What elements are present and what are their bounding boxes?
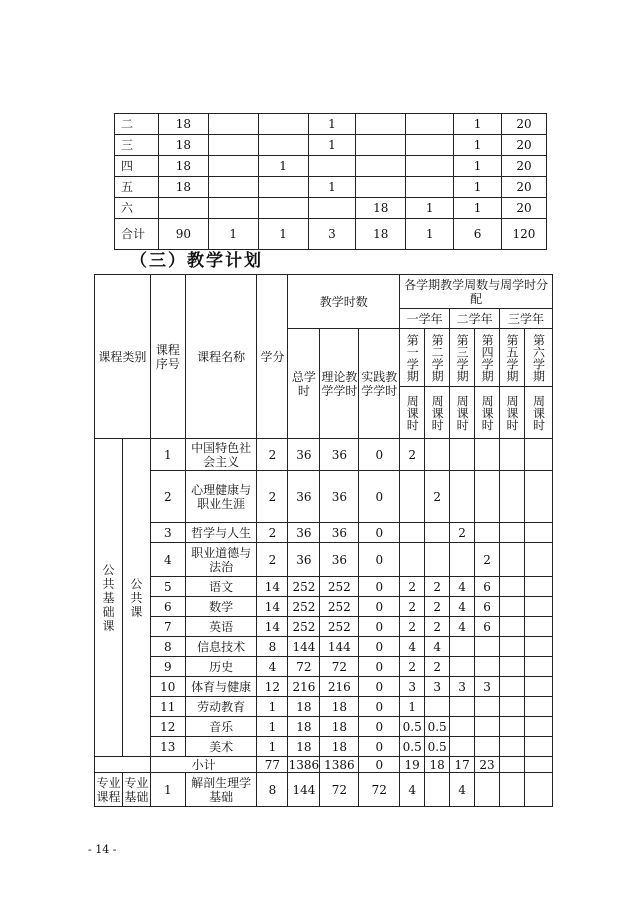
course-weekly-hours: [475, 637, 500, 657]
course-weekly-hours: 6: [475, 617, 500, 637]
weeks-table: [114, 113, 547, 250]
course-seq: 6: [150, 597, 185, 617]
course-weekly-hours: 4: [450, 577, 475, 597]
course-credit: 14: [257, 597, 288, 617]
course-weekly-hours: [500, 737, 525, 757]
course-weekly-hours: 3: [450, 677, 475, 697]
course-theory-hours: 36: [320, 471, 359, 523]
course-weekly-hours: [524, 543, 552, 577]
course-weekly-hours: 0.5: [400, 717, 425, 737]
table-cell: 6: [454, 219, 502, 250]
course-practice-hours: 0: [359, 657, 400, 677]
course-weekly-hours: 3: [475, 677, 500, 697]
header-weekly-hours: 周课时: [500, 387, 525, 439]
course-weekly-hours: [475, 657, 500, 677]
course-seq: 7: [150, 617, 185, 637]
course-practice-hours: 0: [359, 737, 400, 757]
course-theory-hours: 36: [320, 543, 359, 577]
course-name: 哲学与人生: [185, 523, 257, 543]
subtotal-weekly-hours: 19: [400, 757, 425, 773]
course-weekly-hours: 2: [425, 577, 450, 597]
course-name: 职业道德与法治: [185, 543, 257, 577]
course-practice-hours: 0: [359, 677, 400, 697]
header-name: 课程名称: [185, 275, 257, 439]
course-seq: 10: [150, 677, 185, 697]
subtotal-theory-hours: 1386: [320, 757, 359, 773]
course-weekly-hours: 2: [450, 523, 475, 543]
course-weekly-hours: [475, 773, 500, 807]
table-cell: 1: [454, 177, 502, 198]
table-cell: 1: [258, 156, 308, 177]
header-practice-hours: 实践教学学时: [359, 329, 400, 439]
course-total-hours: 252: [288, 577, 320, 597]
subtotal-credit: 77: [257, 757, 288, 773]
course-name: 美术: [185, 737, 257, 757]
course-name: 英语: [185, 617, 257, 637]
subgroup-label: 专业基础: [122, 773, 150, 807]
course-practice-hours: 0: [359, 697, 400, 717]
table-cell: 1: [454, 114, 502, 135]
course-seq: 5: [150, 577, 185, 597]
course-weekly-hours: [500, 439, 525, 471]
course-weekly-hours: 2: [425, 617, 450, 637]
course-weekly-hours: [524, 773, 552, 807]
course-practice-hours: 72: [359, 773, 400, 807]
header-weekly-hours: 周课时: [475, 387, 500, 439]
header-year1: 一学年: [400, 309, 450, 329]
table-row: [95, 543, 553, 577]
table-cell: 18: [158, 114, 208, 135]
subtotal-practice-hours: 0: [359, 757, 400, 773]
course-weekly-hours: [524, 523, 552, 543]
course-weekly-hours: [524, 657, 552, 677]
table-row: [95, 717, 553, 737]
table-cell: 18: [158, 156, 208, 177]
subtotal-total-hours: 1386: [288, 757, 320, 772]
course-weekly-hours: [500, 617, 525, 637]
course-weekly-hours: [425, 523, 450, 543]
course-weekly-hours: [524, 439, 552, 471]
course-weekly-hours: [524, 717, 552, 737]
course-weekly-hours: [425, 543, 450, 577]
table-cell: [208, 156, 258, 177]
course-weekly-hours: [500, 543, 525, 577]
table-cell: 3: [308, 219, 356, 250]
group-label: 专业课程: [95, 773, 123, 807]
course-weekly-hours: 0.5: [425, 717, 450, 737]
course-weekly-hours: [500, 697, 525, 717]
course-weekly-hours: 4: [450, 617, 475, 637]
table-cell: 五: [115, 177, 159, 198]
table-cell: 1: [454, 198, 502, 219]
course-weekly-hours: [475, 471, 500, 523]
course-credit: 12: [257, 677, 288, 697]
course-practice-hours: 0: [359, 617, 400, 637]
table-row: [115, 156, 547, 177]
course-name: 劳动教育: [185, 697, 257, 717]
table-row: [115, 198, 547, 219]
course-total-hours: 36: [288, 439, 320, 471]
course-seq: 8: [150, 637, 185, 657]
course-practice-hours: 0: [359, 439, 400, 471]
subtotal-label: 小计: [150, 757, 257, 773]
table-row: [95, 697, 553, 717]
table-cell: 20: [501, 156, 546, 177]
course-weekly-hours: [450, 637, 475, 657]
table-row: [115, 177, 547, 198]
table-cell: 1: [406, 219, 454, 250]
course-credit: 2: [257, 471, 288, 523]
table-cell: 二: [115, 114, 159, 135]
table-cell: 1: [454, 135, 502, 156]
course-name: 音乐: [185, 717, 257, 737]
table-row: [95, 657, 553, 677]
course-weekly-hours: 3: [425, 677, 450, 697]
header-category: 课程类别: [95, 275, 151, 439]
course-total-hours: 72: [288, 657, 320, 677]
teaching-plan-table: [94, 274, 553, 807]
table-cell: 20: [501, 177, 546, 198]
course-credit: 8: [257, 637, 288, 657]
course-total-hours: 252: [288, 597, 320, 617]
table-cell: [356, 114, 406, 135]
course-seq: 12: [150, 717, 185, 737]
course-practice-hours: 0: [359, 717, 400, 737]
header-weekly-hours: 周课时: [425, 387, 450, 439]
header-credit: 学分: [257, 275, 288, 439]
header-term: 第一学期: [400, 329, 425, 387]
table-cell: 三: [115, 135, 159, 156]
table-cell: 90: [158, 219, 208, 250]
table-cell: 20: [501, 198, 546, 219]
course-weekly-hours: 2: [400, 617, 425, 637]
course-weekly-hours: [524, 737, 552, 757]
table-cell: 20: [501, 135, 546, 156]
course-theory-hours: 72: [320, 773, 359, 807]
course-credit: 8: [257, 773, 288, 807]
course-total-hours: 216: [288, 677, 320, 697]
course-weekly-hours: [475, 737, 500, 757]
header-seq: 课程序号: [150, 275, 185, 439]
course-weekly-hours: 4: [450, 597, 475, 617]
course-weekly-hours: [450, 471, 475, 523]
course-theory-hours: 252: [320, 617, 359, 637]
course-weekly-hours: [500, 773, 525, 807]
course-weekly-hours: [500, 523, 525, 543]
course-seq: 13: [150, 737, 185, 757]
table-cell: 1: [208, 219, 258, 250]
course-total-hours: 144: [288, 637, 320, 657]
course-credit: 2: [257, 543, 288, 577]
course-seq: 1: [150, 773, 185, 807]
table-cell: [258, 135, 308, 156]
course-seq: 4: [150, 543, 185, 577]
table-cell: [158, 198, 208, 219]
course-seq: 9: [150, 657, 185, 677]
course-credit: 14: [257, 617, 288, 637]
course-weekly-hours: [524, 471, 552, 523]
course-practice-hours: 0: [359, 523, 400, 543]
course-credit: 4: [257, 657, 288, 677]
table-row: [95, 523, 553, 543]
course-credit: 1: [257, 737, 288, 757]
course-weekly-hours: [450, 657, 475, 677]
course-theory-hours: 36: [320, 523, 359, 543]
course-weekly-hours: 4: [425, 637, 450, 657]
table-row: [95, 677, 553, 697]
course-seq: 3: [150, 523, 185, 543]
table-cell: 1: [258, 219, 308, 250]
table-cell: 四: [115, 156, 159, 177]
course-theory-hours: 18: [320, 717, 359, 737]
table-cell: 六: [115, 198, 159, 219]
course-weekly-hours: 2: [400, 657, 425, 677]
course-credit: 1: [257, 717, 288, 737]
course-weekly-hours: 4: [400, 773, 425, 807]
course-weekly-hours: [450, 697, 475, 717]
course-weekly-hours: [475, 439, 500, 471]
course-weekly-hours: 2: [425, 657, 450, 677]
table-cell: [258, 177, 308, 198]
table-row: [115, 135, 547, 156]
course-weekly-hours: [524, 637, 552, 657]
course-seq: 11: [150, 697, 185, 717]
header-term: 第二学期: [425, 329, 450, 387]
header-term: 第五学期: [500, 329, 525, 387]
course-credit: 1: [257, 697, 288, 717]
subgroup-label: 公共课: [122, 439, 150, 757]
table-cell: 1: [308, 114, 356, 135]
table-row: [95, 439, 553, 471]
course-total-hours: 36: [288, 471, 320, 523]
course-name: 心理健康与职业生涯: [185, 471, 257, 523]
course-theory-hours: 216: [320, 677, 359, 697]
course-weekly-hours: [500, 677, 525, 697]
course-practice-hours: 0: [359, 543, 400, 577]
header-total-hours: 总学时: [288, 329, 320, 439]
course-weekly-hours: [500, 597, 525, 617]
table-row: [95, 617, 553, 637]
table-cell: [406, 177, 454, 198]
header-weekly-hours: 周课时: [524, 387, 552, 439]
table-cell: [406, 156, 454, 177]
course-weekly-hours: [475, 697, 500, 717]
course-weekly-hours: [425, 439, 450, 471]
course-total-hours: 36: [288, 523, 320, 543]
table-cell: 18: [356, 198, 406, 219]
table-cell: 18: [158, 135, 208, 156]
course-theory-hours: 18: [320, 737, 359, 757]
table-cell: [356, 177, 406, 198]
course-total-hours: 36: [288, 543, 320, 577]
table-cell: 120: [501, 219, 546, 250]
header-weekly-hours: 周课时: [450, 387, 475, 439]
course-weekly-hours: [524, 697, 552, 717]
course-credit: 2: [257, 523, 288, 543]
table-cell: [258, 114, 308, 135]
course-weekly-hours: [400, 471, 425, 523]
course-weekly-hours: [425, 773, 450, 807]
course-name: 信息技术: [185, 637, 257, 657]
course-theory-hours: 72: [320, 657, 359, 677]
table-row: [95, 773, 553, 807]
course-practice-hours: 0: [359, 637, 400, 657]
table-row: [115, 219, 547, 250]
course-name: 体育与健康: [185, 677, 257, 697]
header-term: 第六学期: [524, 329, 552, 387]
header-year3: 三学年: [500, 309, 553, 329]
blank-cell: [95, 757, 151, 773]
course-weekly-hours: 2: [400, 439, 425, 471]
course-weekly-hours: [400, 523, 425, 543]
table-cell: [208, 135, 258, 156]
course-weekly-hours: 4: [400, 637, 425, 657]
table-row: [95, 737, 553, 757]
table-cell: 1: [454, 156, 502, 177]
group-label: 公共基础课: [95, 439, 123, 757]
course-weekly-hours: 2: [400, 577, 425, 597]
course-theory-hours: 252: [320, 597, 359, 617]
table-cell: [356, 156, 406, 177]
table-cell: 18: [356, 219, 406, 250]
course-credit: 14: [257, 577, 288, 597]
course-credit: 2: [257, 439, 288, 471]
table-cell: [258, 198, 308, 219]
table-cell: [208, 198, 258, 219]
course-name: 数学: [185, 597, 257, 617]
table-row: [95, 577, 553, 597]
subtotal-weekly-hours: [524, 757, 552, 773]
course-weekly-hours: 0.5: [400, 737, 425, 757]
header-term: 第三学期: [450, 329, 475, 387]
course-name: 中国特色社会主义: [185, 439, 257, 471]
table-cell: [406, 135, 454, 156]
course-weekly-hours: [450, 717, 475, 737]
course-weekly-hours: [450, 737, 475, 757]
course-theory-hours: 36: [320, 439, 359, 471]
course-practice-hours: 0: [359, 471, 400, 523]
table-cell: [308, 198, 356, 219]
course-name: 历史: [185, 657, 257, 677]
table-cell: [356, 135, 406, 156]
table-cell: [208, 177, 258, 198]
header-term: 第四学期: [475, 329, 500, 387]
course-theory-hours: 252: [320, 577, 359, 597]
course-weekly-hours: [475, 523, 500, 543]
subtotal-weekly-hours: [500, 757, 525, 773]
table-cell: 1: [308, 135, 356, 156]
table-cell: [308, 156, 356, 177]
course-seq: 2: [150, 471, 185, 523]
header-year2: 二学年: [450, 309, 500, 329]
course-weekly-hours: [524, 577, 552, 597]
subtotal-weekly-hours: 17: [450, 757, 475, 773]
subtotal-row: [95, 757, 553, 773]
section-heading: （三）教学计划: [130, 251, 263, 271]
course-weekly-hours: [524, 597, 552, 617]
course-weekly-hours: [500, 717, 525, 737]
course-weekly-hours: [524, 617, 552, 637]
course-weekly-hours: 6: [475, 597, 500, 617]
course-weekly-hours: 2: [425, 471, 450, 523]
course-weekly-hours: 0.5: [425, 737, 450, 757]
course-name: 语文: [185, 577, 257, 597]
course-weekly-hours: 2: [425, 597, 450, 617]
course-total-hours: 144: [288, 773, 320, 807]
course-weekly-hours: [475, 717, 500, 737]
table-cell: 1: [308, 177, 356, 198]
header-term-alloc: 各学期教学周数与周学时分配: [400, 275, 553, 309]
course-weekly-hours: 1: [400, 697, 425, 717]
course-practice-hours: 0: [359, 597, 400, 617]
course-weekly-hours: 2: [475, 543, 500, 577]
course-seq: 1: [150, 439, 185, 471]
table-cell: 1: [406, 198, 454, 219]
course-theory-hours: 144: [320, 637, 359, 657]
course-practice-hours: 0: [359, 577, 400, 597]
page-number: - 14 -: [88, 843, 117, 856]
course-weekly-hours: [500, 471, 525, 523]
table-row: [95, 637, 553, 657]
course-weekly-hours: [500, 577, 525, 597]
course-weekly-hours: [450, 439, 475, 471]
course-weekly-hours: [524, 677, 552, 697]
course-total-hours: 18: [288, 697, 320, 717]
table-row: [95, 471, 553, 523]
table-cell: 合计: [115, 219, 159, 250]
course-theory-hours: 18: [320, 697, 359, 717]
course-total-hours: 252: [288, 617, 320, 637]
course-weekly-hours: 3: [400, 677, 425, 697]
course-total-hours: 18: [288, 717, 320, 737]
table-cell: [406, 114, 454, 135]
table-cell: [208, 114, 258, 135]
course-name: 解剖生理学基础: [185, 773, 257, 807]
course-weekly-hours: 6: [475, 577, 500, 597]
course-weekly-hours: 2: [400, 597, 425, 617]
subtotal-weekly-hours: 18: [425, 757, 450, 773]
table-cell: 18: [158, 177, 208, 198]
subtotal-weekly-hours: 23: [475, 757, 500, 773]
header-theory-hours: 理论教学学时: [320, 329, 359, 439]
table-row: [95, 597, 553, 617]
course-total-hours: 18: [288, 737, 320, 757]
course-weekly-hours: [425, 697, 450, 717]
course-weekly-hours: [450, 543, 475, 577]
course-weekly-hours: [500, 657, 525, 677]
table-row: [115, 114, 547, 135]
header-weekly-hours: 周课时: [400, 387, 425, 439]
table-cell: 20: [501, 114, 546, 135]
header-hours: 教学时数: [288, 275, 400, 329]
course-weekly-hours: [500, 637, 525, 657]
course-weekly-hours: [400, 543, 425, 577]
course-weekly-hours: 4: [450, 773, 475, 807]
